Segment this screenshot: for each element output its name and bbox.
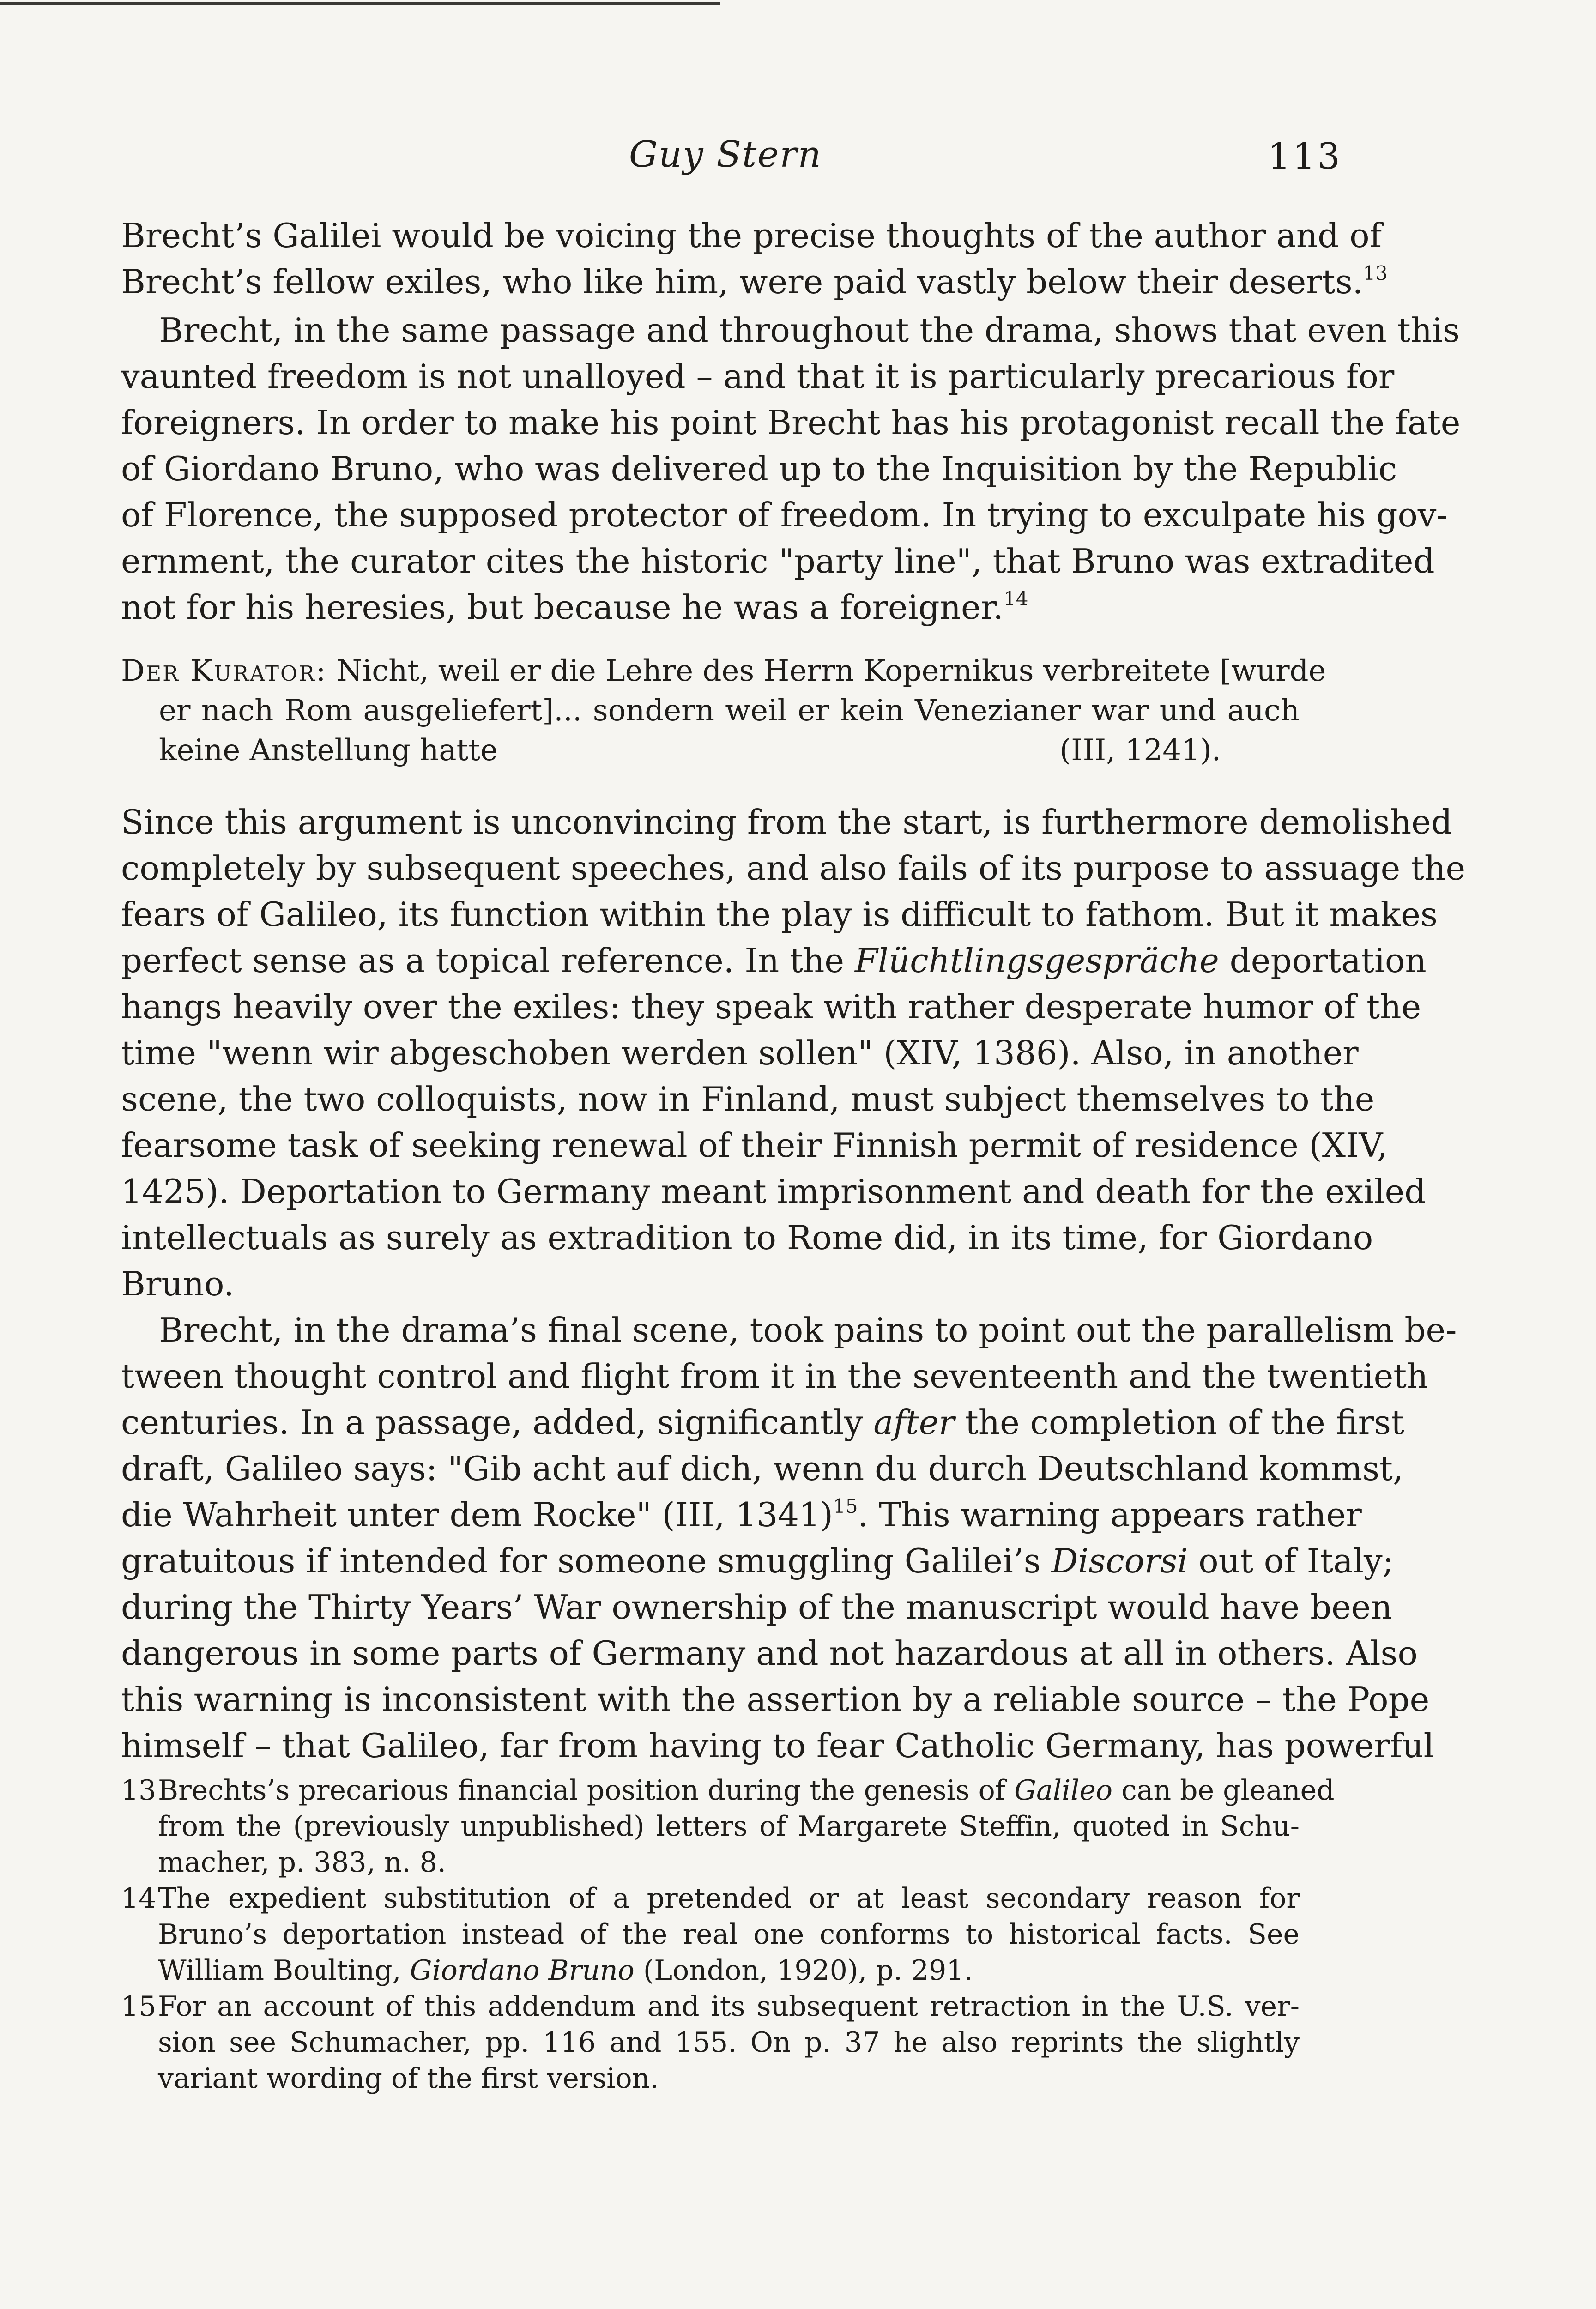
footnote-ref-14: 14	[1004, 587, 1028, 610]
text-line: intellectuals as surely as extradition to Rome did, in its time, for Giordano	[121, 1218, 1373, 1257]
text-line: not for his heresies, but because he was a foreigner.$^{14}$	[121, 587, 1028, 627]
text-line: completely by subsequent speeches, and also fails of its purpose to assuage the	[121, 849, 1466, 888]
quote-speaker: Der Kurator:	[121, 654, 327, 688]
footnote-line: Bruno’s deportation instead of the real one conforms to historical facts. See	[158, 1918, 1300, 1951]
text-line: during the Thirty Years’ War ownership of the manuscript would have been	[121, 1588, 1392, 1626]
text-line: Brecht’s Galilei would be voicing the precise thoughts of the author and of	[121, 216, 1382, 255]
text-line: perfect sense as a topical reference. In the Flüchtlingsgespräche deportation	[121, 941, 1427, 980]
paragraph-2	[121, 307, 1461, 630]
text-line: Since this argument is unconvincing from the start, is furthermore demolished	[121, 803, 1452, 841]
text-line: of Giordano Bruno, who was delivered up to the Inquisition by the Republic	[121, 449, 1397, 488]
text-line: Brecht, in the same passage and throughout the drama, shows that even this	[159, 311, 1460, 350]
text-line: fearsome task of seeking renewal of their Finnish permit of residence (XIV,	[121, 1126, 1388, 1165]
quote-line: Der Kurator: Nicht, weil er die Lehre des Herrn Kopernikus verbreitete [wurde	[121, 654, 1326, 688]
text-line: ernment, the curator cites the historic "party line", that Bruno was extradited	[121, 542, 1435, 580]
paragraph-3	[121, 799, 1466, 1307]
text-line: die Wahrheit unter dem Rocke" (III, 1341)$^{15}$. This warning appears rather	[121, 1495, 1362, 1534]
text-line: gratuitous if intended for someone smuggling Galilei’s Discorsi out of Italy;	[121, 1541, 1394, 1580]
paragraph-1	[121, 212, 1388, 305]
block-quote	[121, 651, 1326, 770]
footnote-ref-13: 13	[1363, 262, 1388, 284]
footnote-line: from the (previously unpublished) letters of Margarete Steffin, quoted in Schu-	[158, 1810, 1300, 1843]
text-line: this warning is inconsistent with the assertion by a reliable source – the Pope	[121, 1680, 1430, 1719]
top-rule	[0, 2, 720, 5]
text-line: draft, Galileo says: "Gib acht auf dich, wenn du durch Deutschland kommst,	[121, 1449, 1403, 1488]
text-line: centuries. In a passage, added, significantly after the completion of the first	[121, 1403, 1404, 1442]
text-line: Brecht, in the drama’s final scene, took pains to point out the parallelism be-	[159, 1311, 1457, 1349]
footnote-line: The expedient substitution of a pretended or at least secondary reason for	[158, 1882, 1300, 1915]
text-line: dangerous in some parts of Germany and not hazardous at all in others. Also	[121, 1634, 1418, 1673]
text-line: of Florence, the supposed protector of freedom. In trying to exculpate his gov-	[121, 496, 1448, 534]
running-head-author: Guy Stern	[629, 134, 822, 175]
footnote-ref-15: 15	[833, 1495, 858, 1517]
running-head	[0, 134, 1596, 180]
text-line: time "wenn wir abgeschoben werden sollen" (XIV, 1386). Also, in another	[121, 1034, 1359, 1072]
footnote-line: sion see Schumacher, pp. 116 and 155. On p. 37 he also reprints the slightly	[158, 2026, 1300, 2059]
text-line: foreigners. In order to make his point Brecht has his protagonist recall the fate	[121, 403, 1461, 442]
footnote-number: 15	[121, 1990, 157, 2023]
text-line: vaunted freedom is not unalloyed – and that it is particularly precarious for	[121, 357, 1395, 396]
text-line: Brecht’s fellow exiles, who like him, were paid vastly below their deserts.$^{13}$	[121, 262, 1388, 301]
footnote-number: 14	[121, 1882, 157, 1915]
text-line: Bruno.	[121, 1264, 235, 1303]
quote-line: er nach Rom ausgeliefert]... sondern weil er kein Venezianer war und auch	[159, 694, 1300, 728]
footnote-number: 13	[121, 1774, 157, 1807]
text-line: 1425). Deportation to Germany meant imprisonment and death for the exiled	[121, 1172, 1426, 1211]
footnote-line: Brechts’s precarious financial position during the genesis of Galileo can be gleaned	[158, 1774, 1335, 1807]
footnote-line: William Boulting, Giordano Bruno (London, 1920), p. 291.	[158, 1954, 973, 1987]
text-line: scene, the two colloquists, now in Finland, must subject themselves to the	[121, 1080, 1375, 1118]
text-line: himself – that Galileo, far from having to fear Catholic Germany, has powerful	[121, 1726, 1434, 1765]
footnote-line: variant wording of the first version.	[158, 2062, 659, 2095]
footnote-line: For an account of this addendum and its subsequent retraction in the U.S. ver-	[158, 1990, 1300, 2023]
footnote-15	[121, 1989, 1300, 2097]
text-line: tween thought control and flight from it in the seventeenth and the twentieth	[121, 1357, 1428, 1396]
text-line: hangs heavily over the exiles: they speak with rather desperate humor of the	[121, 987, 1421, 1026]
footnote-line: macher, p. 383, n. 8.	[158, 1846, 446, 1879]
quote-citation: (III, 1241).	[1059, 733, 1221, 768]
text-line: fears of Galileo, its function within the play is difficult to fathom. But it makes	[121, 895, 1438, 934]
footnote-13	[121, 1772, 1335, 1880]
footnotes	[121, 1772, 1335, 2097]
footnote-14	[121, 1880, 1300, 1989]
quote-line: keine Anstellung hatte (III, 1241).	[121, 731, 1300, 770]
paragraph-4	[121, 1307, 1457, 1769]
page-number: 113	[1268, 136, 1342, 177]
